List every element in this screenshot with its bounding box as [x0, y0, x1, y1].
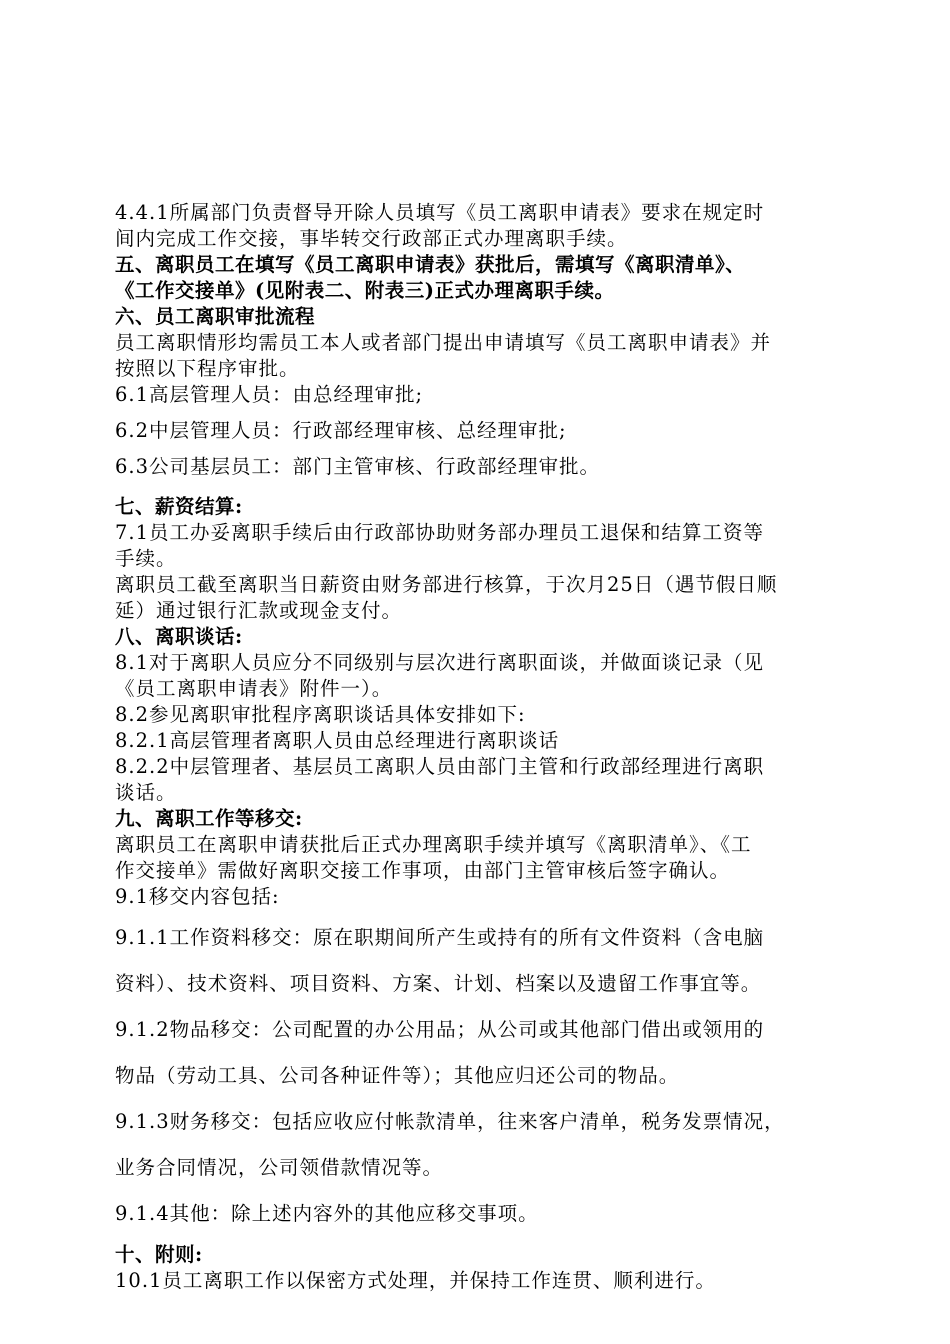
item-6-3: 6.3公司基层员工：部门主管审核、行政部经理审批。 [115, 455, 601, 478]
section-8-heading: 八、离职谈话: [115, 625, 243, 648]
section-5-line-1: 五、离职员工在填写《员工离职申请表》获批后，需填写《离职清单》、 [115, 253, 746, 276]
salary-payment-line-2: 延）通过银行汇款或现金支付。 [115, 599, 403, 622]
section-6-intro-line-2: 按照以下程序审批。 [115, 357, 300, 380]
paragraph-4-4-1-line-2: 间内完成工作交接，事毕转交行政部正式办理离职手续。 [115, 227, 628, 250]
section-5-line-2: 《工作交接单》(见附表二、附表三)正式办理离职手续。 [115, 279, 615, 302]
item-10-1: 10.1员工离职工作以保密方式处理，并保持工作连贯、顺利进行。 [115, 1269, 716, 1292]
item-9-1-2-line-1: 9.1.2物品移交：公司配置的办公用品；从公司或其他部门借出或领用的 [115, 1018, 765, 1041]
paragraph-4-4-1-line-1: 4.4.1所属部门负责督导开除人员填写《员工离职申请表》要求在规定时 [115, 201, 765, 224]
item-8-2: 8.2参见离职审批程序离职谈话具体安排如下: [115, 703, 526, 726]
section-10-heading: 十、附则: [115, 1243, 203, 1266]
item-8-2-1: 8.2.1高层管理者离职人员由总经理进行离职谈话 [115, 729, 560, 752]
document-page [115, 200, 850, 1294]
item-9-1: 9.1移交内容包括: [115, 885, 280, 908]
item-9-1-2-line-2: 物品（劳动工具、公司各种证件等）；其他应归还公司的物品。 [115, 1064, 680, 1087]
item-9-1-1-line-2: 资料）、技术资料、项目资料、方案、计划、档案以及遗留工作事宜等。 [115, 972, 762, 995]
item-9-1-3-line-1: 9.1.3财务移交：包括应收应付帐款清单，往来客户清单，税务发票情况， [115, 1110, 785, 1133]
item-8-1-line-1: 8.1对于离职人员应分不同级别与层次进行离职面谈，并做面谈记录（见 [115, 651, 765, 674]
item-8-2-2-line-1: 8.2.2中层管理者、基层员工离职人员由部门主管和行政部经理进行离职 [115, 755, 765, 778]
section-6-heading: 六、员工离职审批流程 [115, 305, 316, 328]
section-9-intro-line-1: 离职员工在离职申请获批后正式办理离职手续并填写《离职清单》、《工 [115, 833, 752, 856]
section-9-heading: 九、离职工作等移交: [115, 807, 303, 830]
item-9-1-3-line-2: 业务合同情况，公司领借款情况等。 [115, 1156, 444, 1179]
section-6-intro-line-1: 员工离职情形均需员工本人或者部门提出申请填写《员工离职申请表》并 [115, 331, 772, 354]
section-9-intro-line-2: 作交接单》需做好离职交接工作事项，由部门主管审核后签字确认。 [115, 859, 731, 882]
item-8-1-line-2: 《员工离职申请表》附件一）。 [115, 677, 393, 700]
item-6-1: 6.1高层管理人员：由总经理审批; [115, 383, 424, 406]
item-9-1-4: 9.1.4其他：除上述内容外的其他应移交事项。 [115, 1202, 539, 1225]
section-7-heading: 七、薪资结算: [115, 495, 243, 518]
item-8-2-2-line-2: 谈话。 [115, 781, 177, 804]
item-7-1-line-1: 7.1员工办妥离职手续后由行政部协助财务部办理员工退保和结算工资等 [115, 521, 765, 544]
item-6-2: 6.2中层管理人员：行政部经理审核、总经理审批; [115, 419, 567, 442]
item-9-1-1-line-1: 9.1.1工作资料移交：原在职期间所产生或持有的所有文件资料（含电脑 [115, 926, 765, 949]
salary-payment-line-1: 离职员工截至离职当日薪资由财务部进行核算，于次月25日（遇节假日顺 [115, 573, 778, 596]
item-7-1-line-2: 手续。 [115, 547, 177, 570]
